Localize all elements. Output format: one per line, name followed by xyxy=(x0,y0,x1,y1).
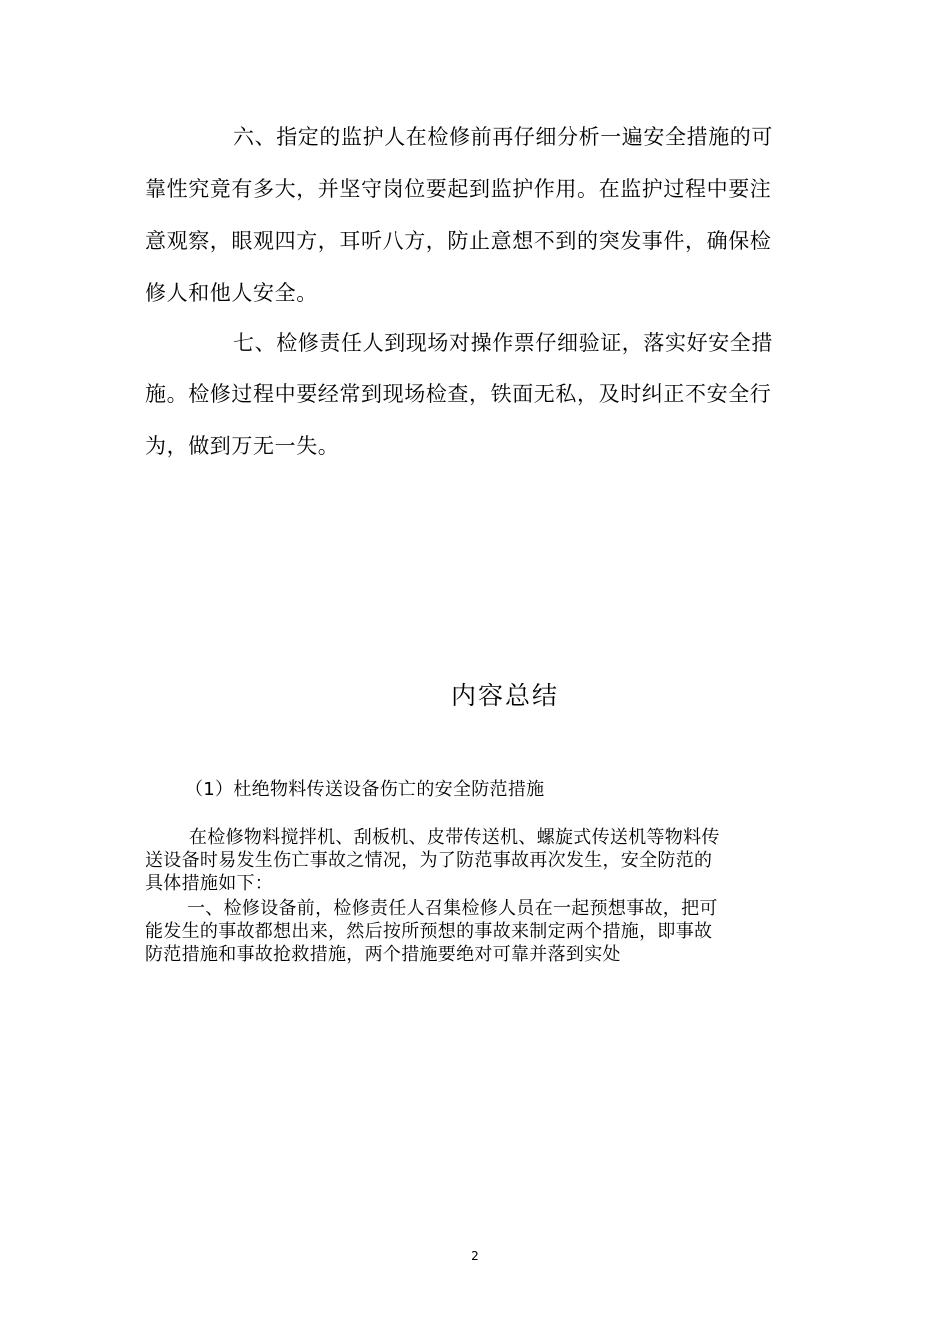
paragraph-line: 在检修物料搅拌机、刮板机、皮带传送机、螺旋式传送机等物料传 xyxy=(189,827,720,848)
paragraph-line: 施。检修过程中要经常到现场检查，铁面无私，及时纠正不安全行 xyxy=(145,382,772,406)
summary-title: 内容总结 xyxy=(450,681,559,710)
paragraph-line: 七、检修责任人到现场对操作票仔细验证，落实好安全措 xyxy=(233,331,773,355)
paragraph-line: 一、检修设备前，检修责任人召集检修人员在一起预想事故，把可 xyxy=(187,898,718,919)
paragraph-line: 具体措施如下： xyxy=(145,873,274,894)
page-number: 2 xyxy=(471,1249,479,1263)
paragraph-line: 送设备时易发生伤亡事故之情况，为了防范事故再次发生，安全防范的 xyxy=(145,850,713,871)
paragraph-line: 靠性究竟有多大，并坚守岗位要起到监护作用。在监护过程中要注 xyxy=(145,177,772,201)
paragraph-line: 修人和他人安全。 xyxy=(145,281,318,305)
paragraph-line: 意观察，眼观四方，耳听八方，防止意想不到的突发事件，确保检 xyxy=(145,229,772,253)
paragraph-line: 防范措施和事故抢救措施，两个措施要绝对可靠并落到实处 xyxy=(145,944,621,965)
summary-subtitle: （1）杜绝物料传送设备伤亡的安全防范措施 xyxy=(185,779,545,800)
paragraph-line: 六、指定的监护人在检修前再仔细分析一遍安全措施的可 xyxy=(233,125,773,149)
paragraph-line: 为，做到万无一失。 xyxy=(145,434,340,458)
paragraph-line: 能发生的事故都想出来，然后按所预想的事故来制定两个措施，即事故 xyxy=(145,921,713,942)
